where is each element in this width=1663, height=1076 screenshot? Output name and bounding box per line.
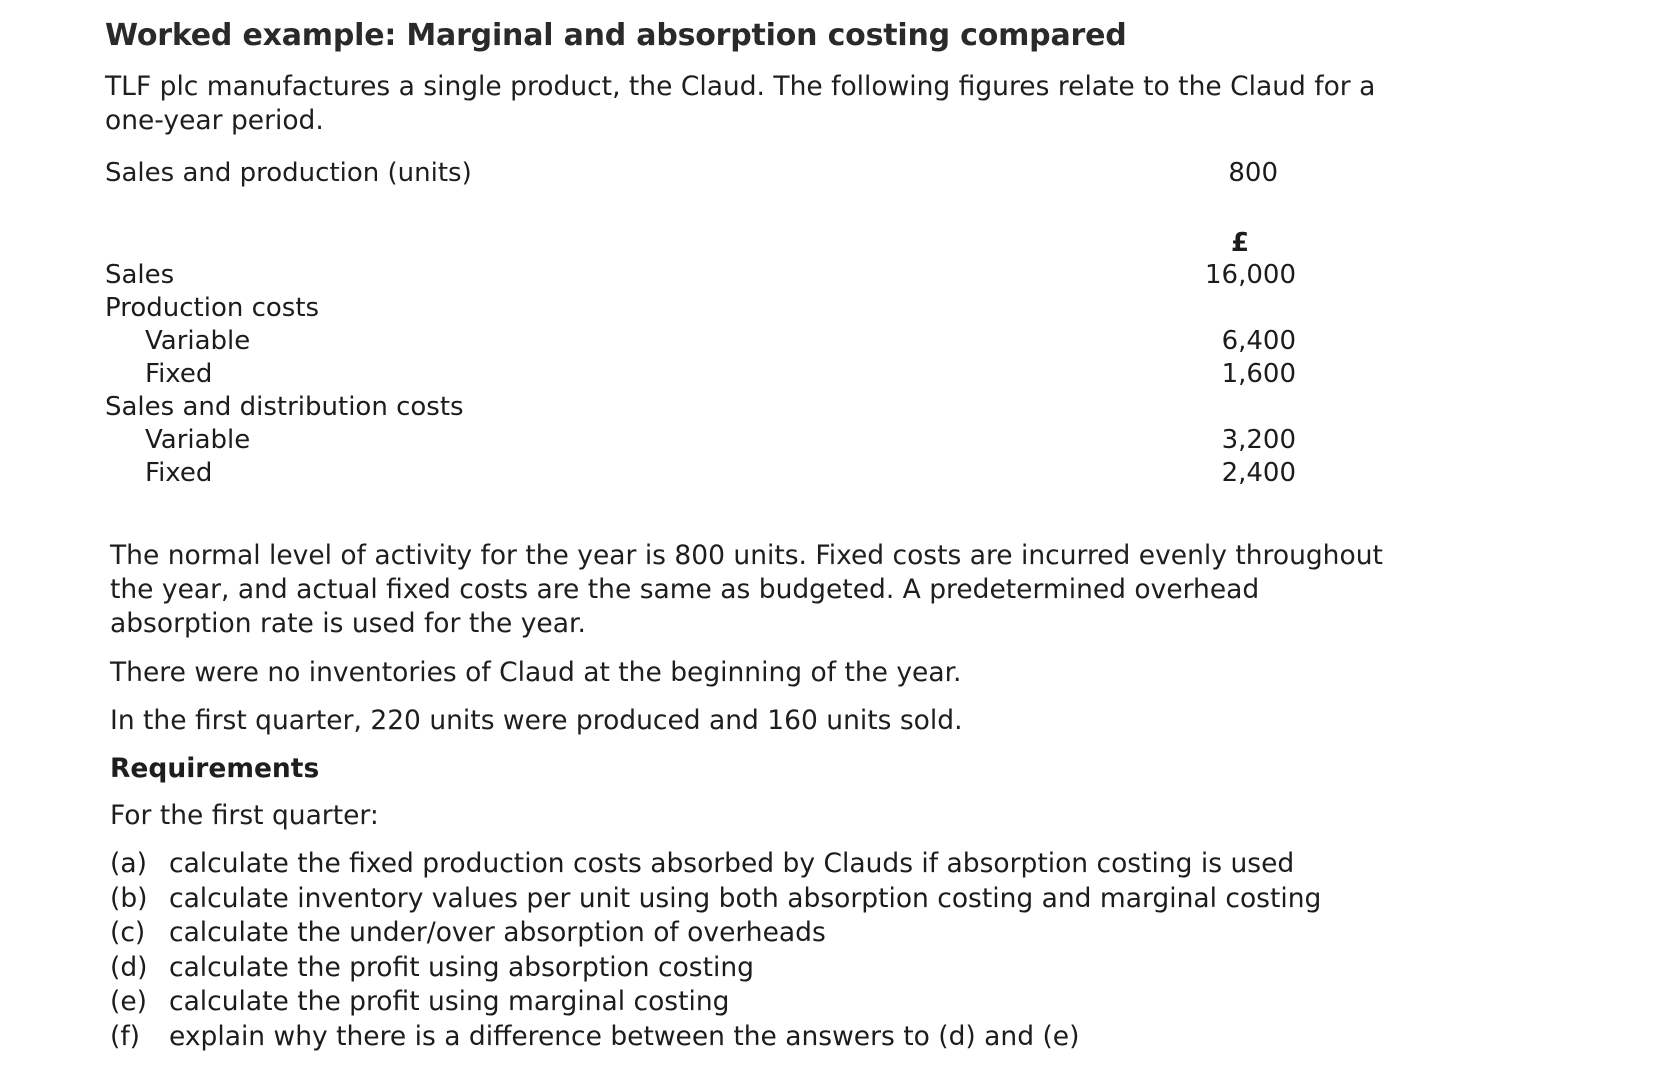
requirement-item (110, 1020, 1321, 1055)
requirement-text: calculate the fixed production costs absorbed by Clauds if absorption costing is used (169, 848, 1295, 879)
production-costs-label: Production costs (105, 293, 320, 323)
requirements-list (110, 847, 1321, 1054)
units-label: Sales and production (units) (105, 158, 472, 188)
requirement-item (110, 985, 1321, 1020)
production-fixed-label: Fixed (145, 359, 213, 389)
sales-label: Sales (105, 260, 175, 290)
sd-fixed-label: Fixed (145, 458, 213, 488)
sales-value: 16,000 (1205, 260, 1296, 290)
requirement-text: calculate the profit using absorption costing (169, 951, 754, 983)
requirement-item (110, 847, 1321, 882)
normal-level-line-2: the year, and actual fixed costs are the same as budgeted. A predetermined overhead (110, 574, 1260, 605)
requirement-item (110, 916, 1321, 951)
sd-variable-label: Variable (145, 425, 251, 455)
intro-line-2: one-year period. (105, 105, 324, 136)
sd-variable-value: 3,200 (1221, 425, 1296, 455)
requirement-item (110, 882, 1321, 917)
requirement-letter: (b) (110, 882, 148, 914)
intro-line-1: TLF plc manufactures a single product, the Claud. The following figures relate to the Claud for a (105, 71, 1376, 102)
page-title: Worked example: Marginal and absorption costing compared (105, 18, 1127, 53)
units-value: 800 (1228, 158, 1278, 188)
no-inventories-text: There were no inventories of Claud at the beginning of the year. (110, 657, 962, 688)
requirement-text: calculate the under/over absorption of overheads (169, 917, 826, 948)
requirements-heading: Requirements (110, 753, 320, 784)
requirement-item (110, 951, 1321, 986)
requirement-letter: (f) (110, 1020, 141, 1052)
production-variable-label: Variable (145, 326, 251, 356)
first-quarter-text: In the first quarter, 220 units were produced and 160 units sold. (110, 705, 963, 736)
currency-header: £ (1230, 228, 1250, 258)
sales-distribution-label: Sales and distribution costs (105, 392, 464, 422)
requirement-text: explain why there is a difference between the answers to (d) and (e) (169, 1020, 1080, 1052)
production-fixed-value: 1,600 (1221, 359, 1296, 389)
production-variable-value: 6,400 (1221, 326, 1296, 356)
requirement-letter: (c) (110, 917, 146, 948)
sd-fixed-value: 2,400 (1221, 458, 1296, 488)
requirement-text: calculate inventory values per unit using both absorption costing and marginal costing (169, 882, 1322, 914)
normal-level-line-3: absorption rate is used for the year. (110, 608, 586, 639)
requirement-letter: (e) (110, 986, 147, 1017)
normal-level-line-1: The normal level of activity for the year is 800 units. Fixed costs are incurred evenly throughout (110, 540, 1383, 571)
requirement-letter: (a) (110, 848, 147, 879)
requirement-letter: (d) (110, 951, 148, 983)
requirement-text: calculate the profit using marginal costing (169, 986, 730, 1017)
requirements-intro: For the first quarter: (110, 800, 379, 831)
